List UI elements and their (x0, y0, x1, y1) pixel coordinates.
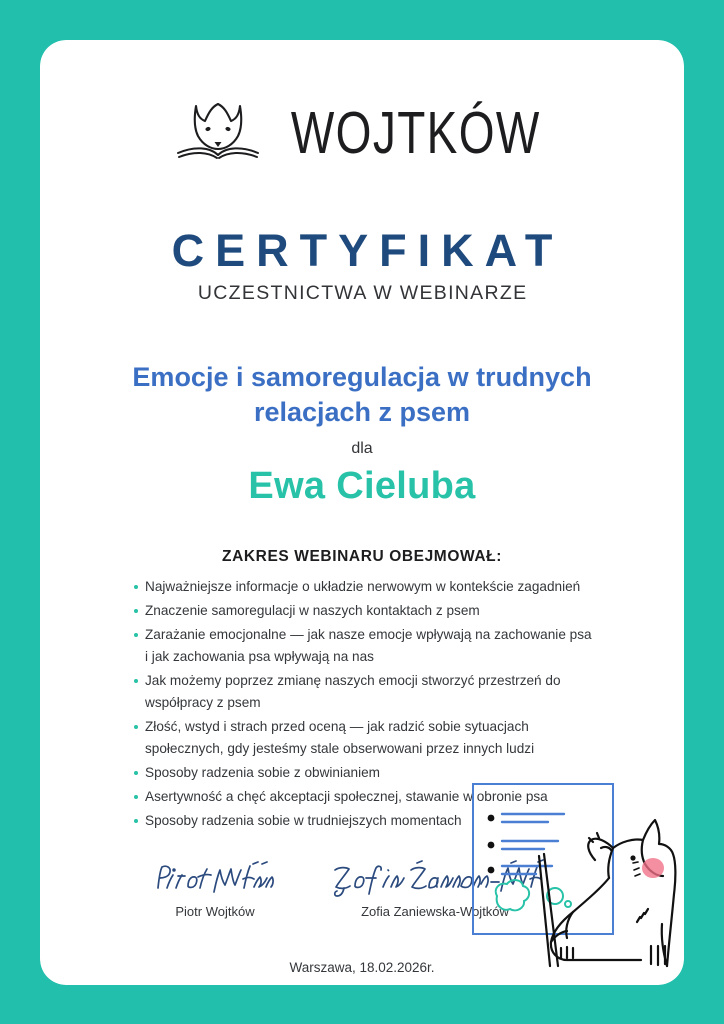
signature-mark-zofia (325, 858, 545, 900)
list-item: Najważniejsze informacje o układzie nerwowym w kontekście zagadnień (134, 576, 598, 598)
signature-block-zofia (290, 858, 580, 919)
certificate-card-clip (40, 40, 684, 985)
signature-block-piotr (125, 858, 305, 919)
page-title: CERTYFIKAT (171, 225, 564, 276)
webinar-title: Emocje i samoregulacja w trudnych relacjach z psem (132, 362, 592, 427)
list-item: Sposoby radzenia sobie z obwinianiem (134, 762, 598, 784)
list-item: Asertywność a chęć akceptacji społecznej, stawanie w obronie psa (134, 786, 598, 808)
scope-heading: ZAKRES WEBINARU OBEJMOWAŁ: (222, 548, 502, 565)
list-item: Zarażanie emocjonalne — jak nasze emocje wpływają na zachowanie psa i jak zachowania psa wpływają na nas (134, 624, 598, 668)
signature-mark-piotr (150, 858, 280, 900)
signature-name-zofia: Zofia Zaniewska-Wojtków (361, 904, 509, 919)
page-subtitle: UCZESTNICTWA W WEBINARZE (197, 282, 528, 304)
list-item: Znaczenie samoregulacji w naszych kontaktach z psem (134, 600, 598, 622)
list-item: Jak możemy poprzez zmianę naszych emocji stworzyć przestrzeń do współpracy z psem (134, 670, 598, 714)
fox-head-book-icon (172, 98, 264, 168)
date-line: Warszawa, 18.02.2026r. (289, 960, 435, 975)
signature-name-piotr: Piotr Wojtków (175, 904, 255, 919)
scope-list (134, 576, 598, 834)
for-label: dla (351, 440, 373, 457)
certificate-card (40, 40, 684, 985)
list-item: Sposoby radzenia sobie w trudniejszych momentach (134, 810, 598, 832)
list-item: Złość, wstyd i strach przed oceną — jak radzić sobie sytuacjach społecznych, gdy jesteśmy stale obserwowani przez innych ludzi (134, 716, 598, 760)
recipient-name: Ewa Cieluba (248, 465, 476, 507)
brand-wordmark: WOJTKÓW (291, 99, 541, 167)
brand-logo-block (40, 98, 684, 168)
